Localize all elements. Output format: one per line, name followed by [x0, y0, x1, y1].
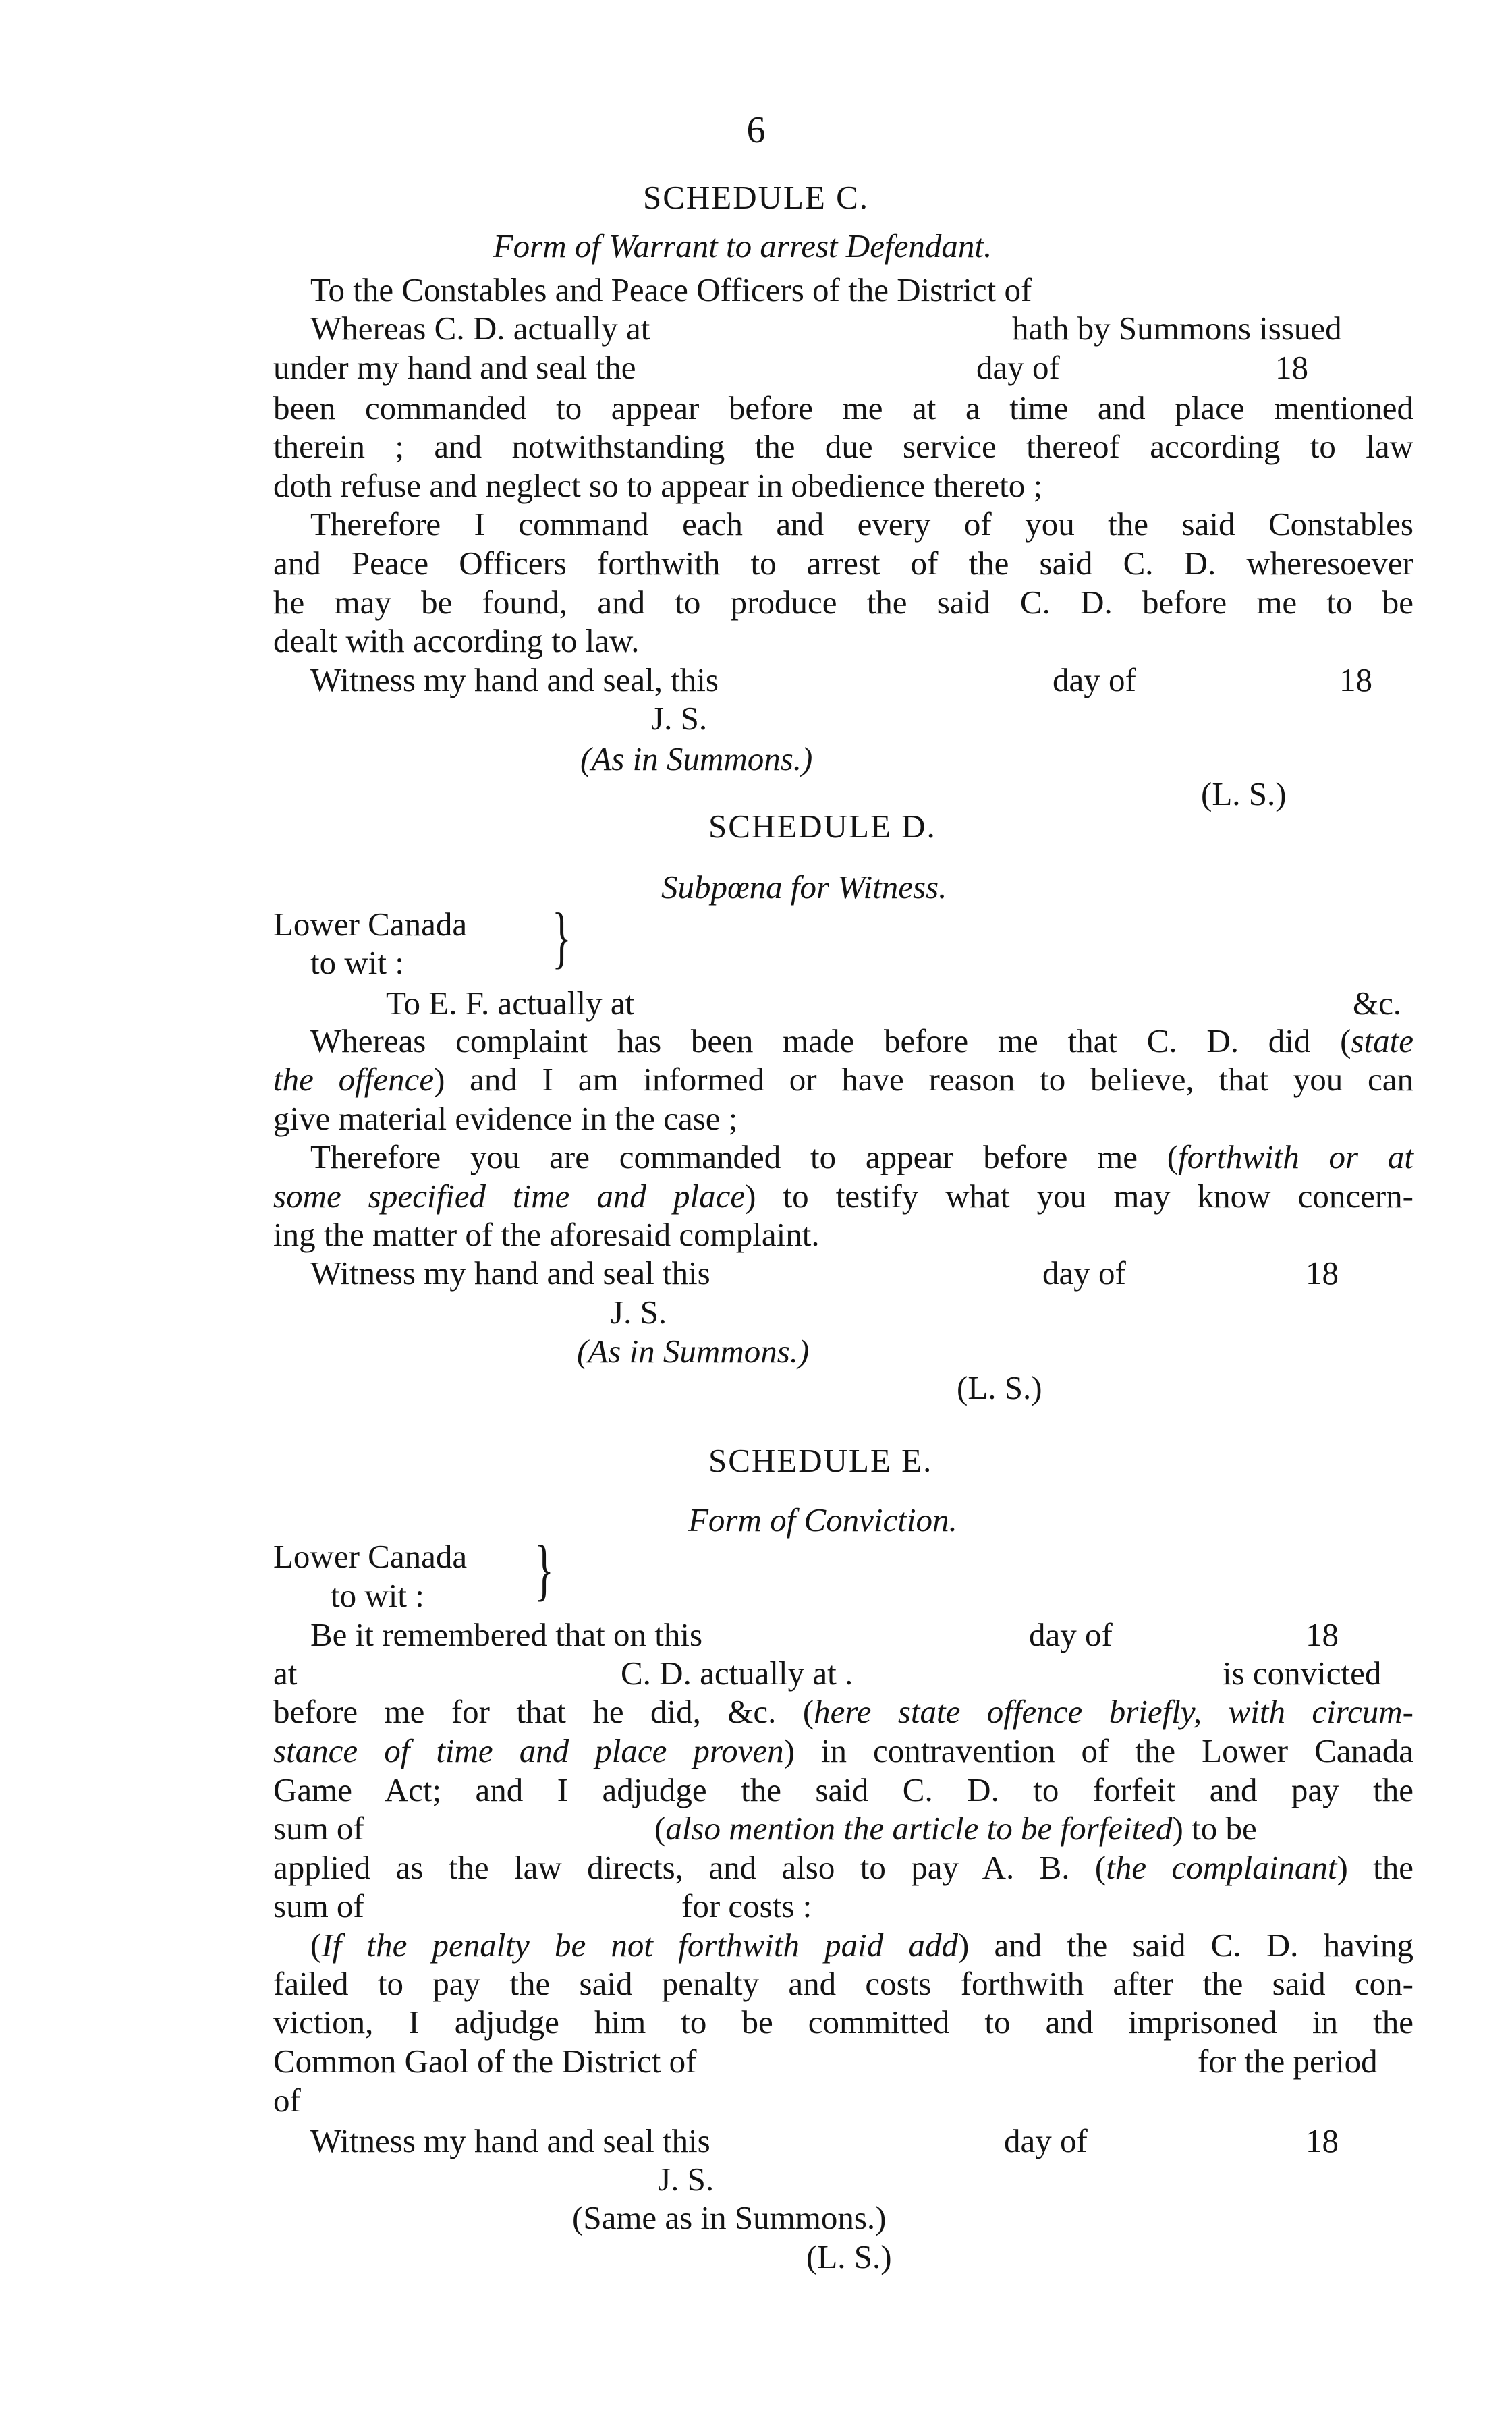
schedule-c-line: Whereas C. D. actually at: [310, 310, 650, 347]
schedule-e-venue: to wit :: [331, 1577, 424, 1614]
schedule-c-as-in: (As in Summons.): [580, 740, 813, 777]
schedule-e-line: (If the penalty be not forthwith paid add) and the said C. D. having: [310, 1927, 1413, 1964]
schedule-e-line: of: [273, 2082, 301, 2119]
schedule-e-title: Form of Conviction.: [688, 1501, 957, 1539]
schedule-e-line: stance of time and place proven) in contravention of the Lower Canada: [273, 1732, 1414, 1769]
schedule-d-venue: Lower Canada: [273, 906, 468, 943]
schedule-c-line: day of: [1053, 661, 1136, 698]
schedule-d-line: Whereas complaint has been made before me that C. D. did (state: [310, 1022, 1413, 1059]
schedule-e-line: failed to pay the said penalty and costs forthwith after the said con-: [273, 1965, 1413, 2002]
schedule-c-line: under my hand and seal the: [273, 349, 636, 386]
schedule-e-line: Witness my hand and seal this: [310, 2122, 710, 2159]
schedule-e-line: before me for that he did, &c. (here state offence briefly, with circum-: [273, 1693, 1413, 1730]
schedule-e-line: sum of: [273, 1887, 364, 1924]
schedule-d-heading: SCHEDULE D.: [708, 808, 936, 845]
schedule-c-line: Witness my hand and seal, this: [310, 661, 719, 698]
schedule-c-heading: SCHEDULE C.: [642, 179, 870, 216]
schedule-e-line: day of: [1029, 1616, 1113, 1653]
schedule-e-line: (also mention the article to be forfeited) to be: [654, 1810, 1257, 1847]
schedule-d-line: ing the matter of the aforesaid complaint.: [273, 1216, 820, 1253]
schedule-c-line: therein ; and notwithstanding the due service thereof according to law: [273, 428, 1413, 465]
schedule-d-line: some specified time and place) to testify what you may know concern-: [273, 1177, 1413, 1215]
schedule-e-line: 18: [1306, 1616, 1339, 1653]
schedule-e-line: Game Act; and I adjudge the said C. D. to forfeit and pay the: [273, 1771, 1413, 1808]
schedule-e-line: applied as the law directs, and also to pay A. B. (the complainant) the: [273, 1849, 1413, 1886]
schedule-e-seal: (L. S.): [806, 2238, 892, 2275]
schedule-d-line: &c.: [1353, 985, 1402, 1022]
schedule-d-line: Witness my hand and seal this: [310, 1254, 710, 1292]
schedule-e-line: viction, I adjudge him to be committed to and imprisoned in the: [273, 2003, 1413, 2041]
schedule-e-line: Be it remembered that on this: [310, 1616, 703, 1653]
schedule-d-line: the offence) and I am informed or have reason to believe, that you can: [273, 1061, 1413, 1098]
schedule-e-line: sum of: [273, 1810, 364, 1847]
schedule-d-line: day of: [1042, 1254, 1126, 1292]
schedule-e-line: 18: [1306, 2122, 1339, 2159]
schedule-d-line: To E. F. actually at: [386, 985, 635, 1022]
schedule-c-signature: J. S.: [651, 700, 708, 737]
schedule-e-venue: Lower Canada: [273, 1538, 468, 1575]
schedule-d-title: Subpœna for Witness.: [661, 868, 947, 906]
schedule-c-title: Form of Warrant to arrest Defendant.: [493, 227, 992, 265]
schedule-c-line: day of: [976, 349, 1060, 386]
schedule-d-venue: to wit :: [310, 944, 404, 981]
schedule-e-line: C. D. actually at .: [621, 1655, 853, 1692]
schedule-e-signature: J. S.: [658, 2161, 715, 2198]
schedule-d-line: Therefore you are commanded to appear before me (forthwith or at: [310, 1138, 1414, 1175]
schedule-c-line: Therefore I command each and every of you the said Constables: [310, 505, 1413, 543]
schedule-c-line: doth refuse and neglect so to appear in obedience thereto ;: [273, 467, 1043, 504]
schedule-c-line: 18: [1275, 349, 1308, 386]
schedule-e-heading: SCHEDULE E.: [708, 1442, 933, 1479]
schedule-c-line: 18: [1339, 661, 1372, 698]
schedule-d-line: 18: [1306, 1254, 1339, 1292]
schedule-d-seal: (L. S.): [957, 1369, 1042, 1406]
schedule-d-signature: J. S.: [611, 1294, 667, 1331]
schedule-c-line: he may be found, and to produce the said C. D. before me to be: [273, 584, 1413, 621]
schedule-c-seal: (L. S.): [1201, 775, 1287, 812]
venue-brace-icon: }: [552, 899, 571, 976]
venue-brace-icon: }: [534, 1531, 554, 1608]
schedule-e-line: for the period: [1198, 2043, 1378, 2080]
schedule-e-line: day of: [1004, 2122, 1088, 2159]
schedule-e-same-as: (Same as in Summons.): [572, 2199, 887, 2236]
schedule-e-line: for costs :: [681, 1887, 812, 1924]
schedule-c-line: To the Constables and Peace Officers of the District of: [310, 271, 1032, 308]
schedule-d-as-in: (As in Summons.): [577, 1333, 810, 1370]
schedule-e-line: is convicted: [1223, 1655, 1382, 1692]
schedule-d-line: give material evidence in the case ;: [273, 1100, 738, 1137]
page-number: 6: [746, 109, 766, 151]
schedule-e-line: at: [273, 1655, 298, 1692]
schedule-c-line: dealt with according to law.: [273, 622, 640, 659]
schedule-c-line: hath by Summons issued: [1012, 310, 1342, 347]
schedule-c-line: and Peace Officers forthwith to arrest of the said C. D. wheresoever: [273, 545, 1413, 582]
schedule-c-line: been commanded to appear before me at a time and place mentioned: [273, 389, 1413, 426]
schedule-e-line: Common Gaol of the District of: [273, 2043, 697, 2080]
